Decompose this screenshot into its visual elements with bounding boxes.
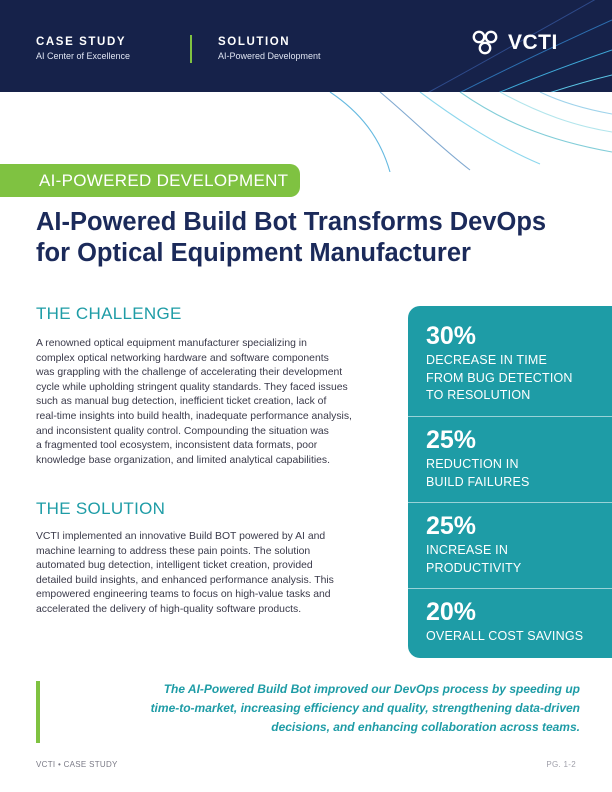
stat-value: 25% bbox=[426, 512, 477, 540]
stat-desc-line: INCREASE IN bbox=[426, 543, 509, 557]
title-line: AI-Powered Build Bot Transforms DevOps bbox=[36, 208, 547, 236]
header-kicker-solution: SOLUTION bbox=[218, 36, 291, 48]
body-line: VCTI implemented an innovative Build BOT powered by AI and bbox=[36, 531, 326, 542]
header-divider bbox=[190, 35, 192, 63]
challenge-heading: THE CHALLENGE bbox=[36, 304, 182, 323]
stats-panel bbox=[408, 306, 612, 658]
body-line: A renowned optical equipment manufacturer specializing in bbox=[36, 338, 307, 349]
header-sub-coe: AI Center of Excellence bbox=[36, 51, 131, 61]
logo-wordmark: VCTI bbox=[508, 31, 558, 54]
stat-description bbox=[426, 628, 583, 646]
testimonial-quote bbox=[60, 680, 580, 736]
body-line: such as manual bug detection, inefficient ticket creation, lack of bbox=[36, 396, 327, 408]
stat-cost-savings bbox=[426, 598, 583, 646]
category-tag-label: AI-POWERED DEVELOPMENT bbox=[39, 171, 289, 190]
stat-description bbox=[426, 542, 521, 577]
body-line: accelerated the delivery of high-quality software products. bbox=[36, 603, 302, 615]
solution-body bbox=[36, 530, 398, 618]
stat-desc-line: OVERALL COST SAVINGS bbox=[426, 629, 584, 643]
stat-divider bbox=[408, 588, 612, 589]
header-kicker-case-study: CASE STUDY bbox=[36, 36, 127, 48]
quote-line: decisions, and enhancing collaboration across teams. bbox=[271, 719, 580, 734]
stat-divider bbox=[408, 502, 612, 503]
stat-desc-line: TO RESOLUTION bbox=[426, 388, 531, 402]
page-title bbox=[36, 207, 596, 269]
body-line: detailed build insights, and enhanced performance analysis. This bbox=[36, 574, 334, 586]
stat-desc-line: FROM BUG DETECTION bbox=[426, 370, 573, 385]
body-line: machine learning to address these pain points. The solution bbox=[36, 545, 311, 557]
header-solution bbox=[218, 36, 321, 61]
vcti-logo bbox=[470, 28, 558, 58]
header-case-study bbox=[36, 36, 130, 61]
stat-desc-line: PRODUCTIVITY bbox=[426, 560, 522, 575]
quote-accent-bar bbox=[36, 681, 40, 743]
title-line: for Optical Equipment Manufacturer bbox=[36, 239, 471, 267]
body-line: knowledge base organization, and limited analytical capabilities. bbox=[36, 454, 331, 466]
body-line: complex optical networking hardware and software components bbox=[36, 352, 329, 364]
page-number: PG. 1-2 bbox=[546, 760, 576, 769]
stat-divider bbox=[408, 416, 612, 417]
quote-line: time-to-market, increasing efficiency and quality, strengthening data-driven bbox=[150, 700, 580, 715]
stat-value: 20% bbox=[426, 598, 477, 626]
stat-value: 25% bbox=[426, 426, 477, 454]
quote-line: The AI-Powered Build Bot improved our DevOps process by speeding up bbox=[163, 682, 580, 696]
body-line: a fragmented tool ecosystem, inconsistent data formats, poor bbox=[36, 440, 318, 452]
solution-heading: THE SOLUTION bbox=[36, 499, 166, 518]
stat-bug-resolution bbox=[426, 322, 573, 405]
footer-label: VCTI • CASE STUDY bbox=[36, 760, 118, 769]
vcti-knot-logo-icon bbox=[470, 28, 500, 58]
body-line: and inconsistent quality control. Compounding the situation was bbox=[36, 425, 329, 437]
challenge-body bbox=[36, 337, 398, 468]
body-line: automated bug detection, intelligent ticket creation, provided bbox=[36, 560, 313, 572]
stat-value: 30% bbox=[426, 322, 477, 350]
stat-desc-line: BUILD FAILURES bbox=[426, 474, 530, 489]
header-sub-solution: AI-Powered Development bbox=[218, 51, 321, 61]
page-header bbox=[0, 0, 612, 92]
stat-build-failures bbox=[426, 426, 530, 491]
stat-description bbox=[426, 456, 530, 491]
stat-desc-line: REDUCTION IN bbox=[426, 457, 519, 471]
body-line: was grappling with the challenge of accelerating their development bbox=[36, 367, 343, 379]
category-tag bbox=[0, 164, 300, 197]
stat-description bbox=[426, 352, 573, 405]
body-line: cycle while upholding stringent quality standards. They faced issues bbox=[36, 381, 348, 393]
decorative-waves bbox=[0, 92, 612, 172]
stat-productivity bbox=[426, 512, 521, 577]
body-line: real-time insights into build health, inadequate performance analysis, bbox=[36, 410, 352, 422]
stat-desc-line: DECREASE IN TIME bbox=[426, 353, 548, 367]
body-line: empowered engineering teams to focus on high-value tasks and bbox=[36, 589, 331, 601]
